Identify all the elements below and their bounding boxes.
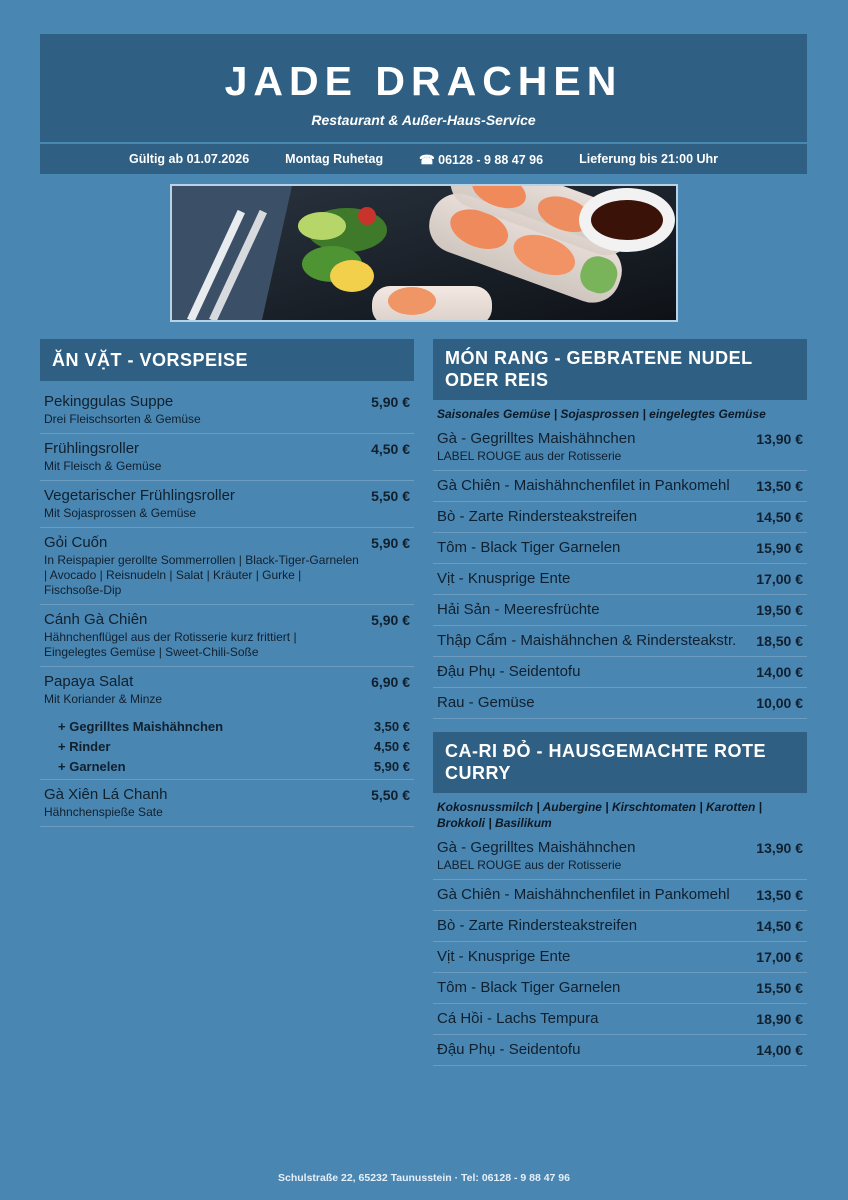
item-price: 13,90 € — [756, 840, 803, 856]
item-name: Gà - Gegrilltes Maishähnchen — [437, 839, 636, 856]
item-price: 18,90 € — [756, 1011, 803, 1027]
item-price: 13,90 € — [756, 431, 803, 447]
menu-item — [40, 667, 414, 713]
item-price: 5,50 € — [371, 488, 410, 504]
menu-item — [433, 973, 807, 1004]
menu-item — [433, 911, 807, 942]
item-name: Hải Sản - Meeresfrüchte — [437, 601, 600, 618]
addon-list — [40, 713, 414, 780]
item-name: Bò - Zarte Rindersteakstreifen — [437, 917, 638, 934]
addon-item — [40, 757, 414, 777]
item-price: 18,50 € — [756, 633, 803, 649]
menu-item — [40, 481, 414, 528]
item-description: LABEL ROUGE aus der Rotisserie — [437, 858, 622, 872]
item-description: Mit Sojasprossen & Gemüse — [44, 506, 197, 520]
addon-price: 3,50 € — [373, 719, 410, 734]
summer-rolls-photo — [172, 186, 676, 320]
menu-item — [433, 502, 807, 533]
item-price: 14,00 € — [756, 664, 803, 680]
item-name: Gà Chiên - Maishähnchenfilet in Pankomehl — [437, 886, 730, 903]
mains-column — [433, 339, 807, 1066]
item-price: 13,50 € — [756, 478, 803, 494]
item-name: Tôm - Black Tiger Garnelen — [437, 539, 621, 556]
item-name: Đậu Phụ - Seidentofu — [437, 1041, 581, 1058]
item-description: Mit Fleisch & Gemüse — [44, 459, 162, 473]
item-price: 14,50 € — [756, 918, 803, 934]
item-name: Papaya Salat — [44, 673, 134, 690]
menu-item — [40, 434, 414, 481]
menu-item — [433, 595, 807, 626]
valid-date: Gültig ab 01.07.2026 — [128, 152, 250, 166]
menu-item — [433, 880, 807, 911]
restaurant-name: JADE DRACHEN — [224, 58, 623, 104]
item-name: Vegetarischer Frühlingsroller — [44, 487, 235, 504]
phone-number: ☎ 06128 - 9 88 47 96 — [419, 152, 544, 167]
item-description: Drei Fleischsorten & Gemüse — [44, 412, 201, 426]
item-price: 14,00 € — [756, 1042, 803, 1058]
menu-item — [433, 564, 807, 595]
menu-item — [433, 471, 807, 502]
footer-address: Schulstraße 22, 65232 Taunusstein · Tel: 06128 - 9 88 47 96 — [277, 1172, 570, 1184]
restaurant-tagline: Restaurant & Außer-Haus-Service — [311, 112, 536, 128]
item-name: Thập Cẩm - Maishähnchen & Rindersteakstr. — [437, 632, 737, 649]
item-description: LABEL ROUGE aus der Rotisserie — [437, 449, 622, 463]
menu-item — [433, 626, 807, 657]
menu-item — [433, 833, 807, 880]
item-price: 5,90 € — [371, 535, 410, 551]
addon-name: + Garnelen — [58, 759, 126, 774]
item-name: Gỏi Cuốn — [44, 534, 108, 551]
addon-item — [40, 717, 414, 737]
menu-item — [40, 387, 414, 434]
item-name: Vịt - Knusprige Ente — [437, 570, 571, 587]
menu-item — [433, 657, 807, 688]
item-name: Gà Xiên Lá Chanh — [44, 786, 168, 803]
addon-price: 4,50 € — [373, 739, 410, 754]
menu-item — [433, 1004, 807, 1035]
info-bar — [40, 144, 807, 174]
item-name: Cánh Gà Chiên — [44, 611, 148, 628]
addon-price: 5,90 € — [373, 759, 410, 774]
item-price: 4,50 € — [371, 441, 410, 457]
item-name: Tôm - Black Tiger Garnelen — [437, 979, 621, 996]
addon-item — [40, 737, 414, 757]
menu-item — [40, 780, 414, 827]
menu-item — [40, 605, 414, 667]
menu-item — [433, 942, 807, 973]
closed-day: Montag Ruhetag — [285, 152, 384, 166]
menu-item — [433, 688, 807, 719]
item-price: 15,90 € — [756, 540, 803, 556]
item-price: 5,90 € — [371, 394, 410, 410]
fried-note: Saisonales Gemüse | Sojasprossen | eingelegtes Gemüse — [437, 407, 766, 421]
item-price: 5,90 € — [371, 612, 410, 628]
curry-title: CA-RI ĐỎ - HAUSGEMACHTE ROTE CURRY — [433, 732, 807, 793]
item-price: 6,90 € — [371, 674, 410, 690]
item-price: 10,00 € — [756, 695, 803, 711]
item-price: 19,50 € — [756, 602, 803, 618]
item-name: Cá Hồi - Lachs Tempura — [437, 1010, 599, 1027]
fried-title: MÓN RANG - GEBRATENE NUDEL ODER REIS — [433, 339, 807, 400]
item-description: Hähnchenspieße Sate — [44, 805, 163, 819]
item-name: Đậu Phụ - Seidentofu — [437, 663, 581, 680]
item-description: Hähnchenflügel aus der Rotisserie kurz frittiert | Eingelegtes Gemüse | Sweet-Chili-Soße — [44, 630, 297, 659]
item-price: 5,50 € — [371, 787, 410, 803]
item-description: Mit Koriander & Minze — [44, 692, 163, 706]
addon-name: + Rinder — [58, 739, 111, 754]
menu-item — [433, 1035, 807, 1066]
item-price: 15,50 € — [756, 980, 803, 996]
item-description: In Reispapier gerollte Sommerrollen | Black-Tiger-Garnelen | Avocado | Reisnudeln | Salat | Kräuter | Gurke | Fischsoße-Dip — [44, 553, 359, 597]
item-name: Gà - Gegrilltes Maishähnchen — [437, 430, 636, 447]
addon-name: + Gegrilltes Maishähnchen — [58, 719, 224, 734]
starters-title: ĂN VẶT - VORSPEISE — [40, 339, 414, 381]
curry-note: Kokosnussmilch | Aubergine | Kirschtomaten | Karotten | Brokkoli | Basilikum — [437, 800, 763, 830]
menu-item — [40, 528, 414, 605]
menu-item — [433, 533, 807, 564]
menu-item — [433, 424, 807, 471]
menu-header — [40, 34, 807, 142]
item-name: Pekinggulas Suppe — [44, 393, 174, 410]
item-name: Vịt - Knusprige Ente — [437, 948, 571, 965]
item-price: 17,00 € — [756, 949, 803, 965]
item-price: 13,50 € — [756, 887, 803, 903]
item-name: Frühlingsroller — [44, 440, 140, 457]
item-name: Rau - Gemüse — [437, 694, 535, 711]
delivery-time: Lieferung bis 21:00 Uhr — [579, 152, 719, 166]
item-price: 14,50 € — [756, 509, 803, 525]
item-name: Gà Chiên - Maishähnchenfilet in Pankomehl — [437, 477, 730, 494]
item-name: Bò - Zarte Rindersteakstreifen — [437, 508, 638, 525]
item-price: 17,00 € — [756, 571, 803, 587]
starters-column — [40, 339, 414, 827]
food-photo — [170, 184, 678, 322]
